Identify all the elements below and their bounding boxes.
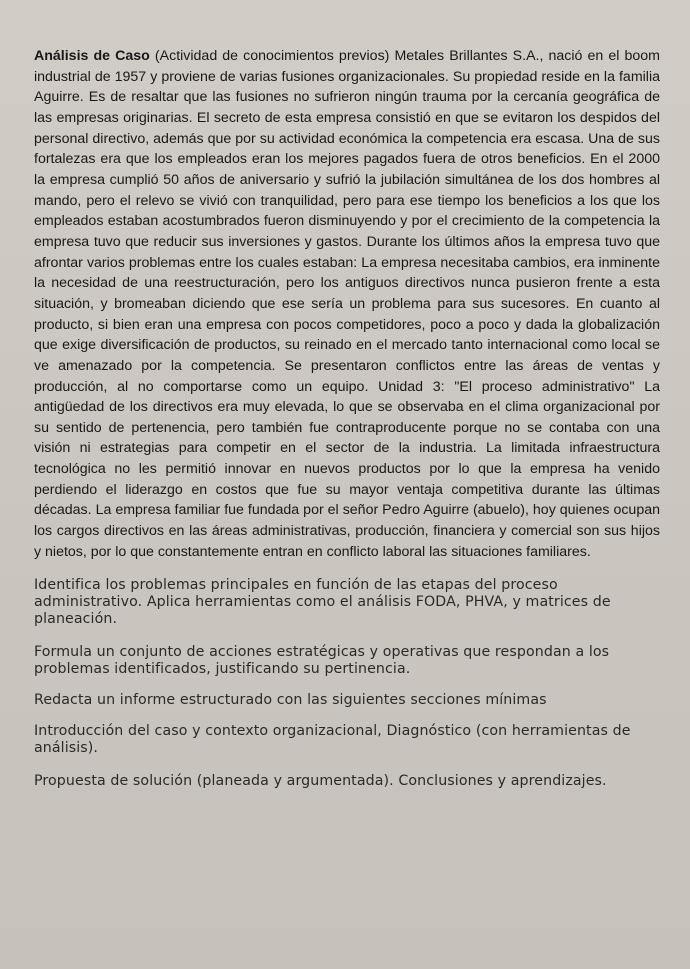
task-prompt-write-report: Redacta un informe estructurado con las siguientes secciones mínimas: [34, 692, 547, 709]
document-page: [34, 46, 660, 790]
task-prompt-introduction-diagnosis: Introducción del caso y contexto organizacional, Diagnóstico (con herramientas de análisis).: [34, 723, 631, 757]
task-prompt-identify-problems: Identifica los problemas principales en función de las etapas del proceso administrativo. Aplica herramientas como el análisis FODA, PHVA, y matrices de planeación.: [34, 577, 611, 628]
task-prompt-proposal-conclusions: Propuesta de solución (planeada y argumentada). Conclusiones y aprendizajes.: [34, 773, 607, 790]
task-prompt-formulate-actions: Formula un conjunto de acciones estratégicas y operativas que respondan a los problemas identificados, justificando su pertinencia.: [34, 644, 610, 678]
case-study-paragraph: [34, 46, 660, 562]
case-study-heading: Análisis de Caso: [34, 48, 150, 64]
case-study-body: (Actividad de conocimientos previos) Metales Brillantes S.A., nació en el boom industrial de 1957 y proviene de varias fusiones organizacionales. Su propiedad reside en la familia Aguirre. Es de resaltar que las fusiones no sufrieron ningún trauma por la cercanía geográfica de las empresas originarias. El secreto de esta empresa consistió en que se evitaron los despidos del personal directivo, además que por su actividad económica la competencia era escasa. Una de sus fortalezas era que los empleados eran los mejores pagados fuera de otros beneficios. En el 2000 la empresa cumplió 50 años de aniversario y sufrió la jubilación simultánea de los dos hombres al mando, pero el relevo se vivió con tranquilidad, pero para ese tiempo los beneficios a los que los empleados estaban acostumbrados fueron disminuyendo y por el crecimiento de la competencia la empresa tuvo que reducir sus inversiones y gastos. Durante los últimos años la empresa tuvo que afrontar varios problemas entre los cuales estaban: La empresa necesitaba cambios, era inminente la necesidad de una reestructuración, pero los antiguos directivos nunca pusieron frente a esta situación, y bromeaban diciendo que ese sería un problema para sus sucesores. En cuanto al producto, si bien eran una empresa con pocos competidores, poco a poco y dada la globalización que exige diversificación de productos, su reinado en el mercado tanto internacional como local se ve amenazado por la competencia. Se presentaron conflictos entre las áreas de ventas y producción, al no comportarse como un equipo. Unidad 3: "El proceso administrativo" La antigüedad de los directivos era muy elevada, lo que se observaba en el clima organizacional por su sentido de pertenencia, pero también fue contraproducente porque no se contaba con una visión ni estrategias para competir en el sector de la industria. La limitada infraestructura tecnológica no les permitió innovar en nuevos productos por lo que la empresa ha venido perdiendo el liderazgo en costos que fue su mayor ventaja competitiva durante las últimas décadas. La empresa familiar fue fundada por el señor Pedro Aguirre (abuelo), hoy quienes ocupan los cargos directivos en las áreas administrativas, producción, financiera y comercial son sus hijos y nietos, por lo que constantemente entran en conflicto laboral las situaciones familiares.: [34, 48, 660, 560]
